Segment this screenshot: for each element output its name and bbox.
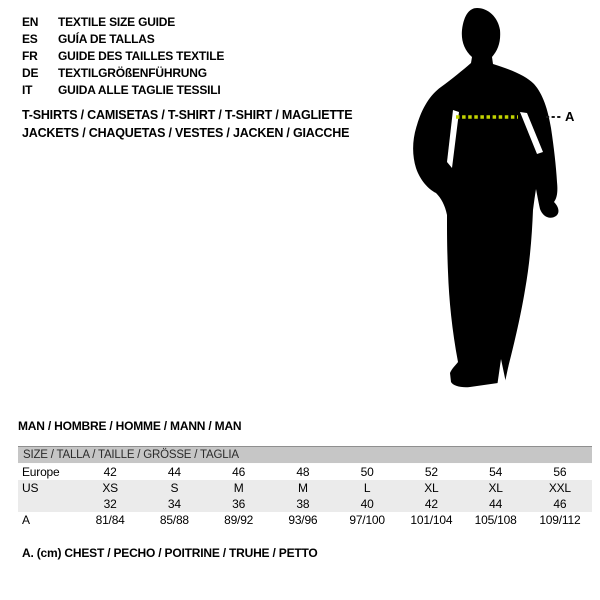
category-line-jackets: JACKETS / CHAQUETAS / VESTES / JACKEN / GIACCHE xyxy=(22,126,350,140)
table-row-numeric xyxy=(18,496,592,512)
table-cell: 46 xyxy=(553,497,567,511)
table-cell: 81/84 xyxy=(95,513,125,527)
table-cell: 54 xyxy=(489,465,503,479)
man-silhouette-body xyxy=(413,8,558,387)
table-cell: XL xyxy=(488,481,503,495)
language-code: IT xyxy=(22,82,33,97)
section-title-man: MAN / HOMBRE / HOMME / MANN / MAN xyxy=(18,419,242,433)
table-cell: XXL xyxy=(548,481,571,495)
table-cell: XS xyxy=(102,481,118,495)
size-table xyxy=(18,446,592,528)
row-label: A xyxy=(22,513,30,527)
row-label: US xyxy=(22,481,39,495)
table-cell: XL xyxy=(424,481,439,495)
table-row-europe xyxy=(18,464,592,480)
table-cell: 97/100 xyxy=(349,513,385,527)
table-cell: 50 xyxy=(360,465,374,479)
row-label xyxy=(18,496,78,512)
language-label: TEXTILGRÖßENFÜHRUNG xyxy=(58,65,207,80)
table-cell: 93/96 xyxy=(288,513,318,527)
table-cell: 52 xyxy=(424,465,438,479)
table-cell: 44 xyxy=(489,497,503,511)
language-code: FR xyxy=(22,48,38,63)
language-label: GUIDE DES TAILLES TEXTILE xyxy=(58,48,225,63)
measure-label-a: A xyxy=(565,109,575,124)
language-label: GUÍA DE TALLAS xyxy=(58,31,155,46)
table-cell: 85/88 xyxy=(159,513,189,527)
table-cell: 38 xyxy=(296,497,310,511)
table-cell: 89/92 xyxy=(224,513,254,527)
table-cell: 56 xyxy=(553,465,567,479)
table-cell: 101/104 xyxy=(410,513,453,527)
table-cell: 32 xyxy=(103,497,117,511)
table-cell: 46 xyxy=(232,465,246,479)
language-code: DE xyxy=(22,65,39,80)
table-cell: M xyxy=(233,481,244,495)
table-cell: 36 xyxy=(232,497,246,511)
table-row-us xyxy=(18,480,592,496)
table-cell: 42 xyxy=(103,465,117,479)
table-cell: 40 xyxy=(360,497,374,511)
table-cell: L xyxy=(363,481,371,495)
table-cell: 42 xyxy=(424,497,438,511)
table-cell: M xyxy=(297,481,308,495)
table-cell: 109/112 xyxy=(539,513,581,527)
language-label: TEXTILE SIZE GUIDE xyxy=(58,14,176,29)
table-cell: 48 xyxy=(296,465,310,479)
language-label: GUIDA ALLE TAGLIE TESSILI xyxy=(58,82,221,97)
category-line-tshirts: T-SHIRTS / CAMISETAS / T-SHIRT / T-SHIRT / MAGLIETTE xyxy=(22,108,353,122)
language-code: ES xyxy=(22,31,38,46)
row-label: Europe xyxy=(22,465,60,479)
table-cell: 34 xyxy=(167,497,181,511)
table-cell: 44 xyxy=(167,465,181,479)
footnote-chest: A. (cm) CHEST / PECHO / POITRINE / TRUHE / PETTO xyxy=(22,546,318,560)
language-code: EN xyxy=(22,14,39,29)
size-table-header: SIZE / TALLA / TAILLE / GRÖSSE / TAGLIA xyxy=(18,447,592,464)
table-cell: S xyxy=(170,481,179,495)
table-cell: 105/108 xyxy=(474,513,517,527)
table-row-chest xyxy=(18,512,592,528)
